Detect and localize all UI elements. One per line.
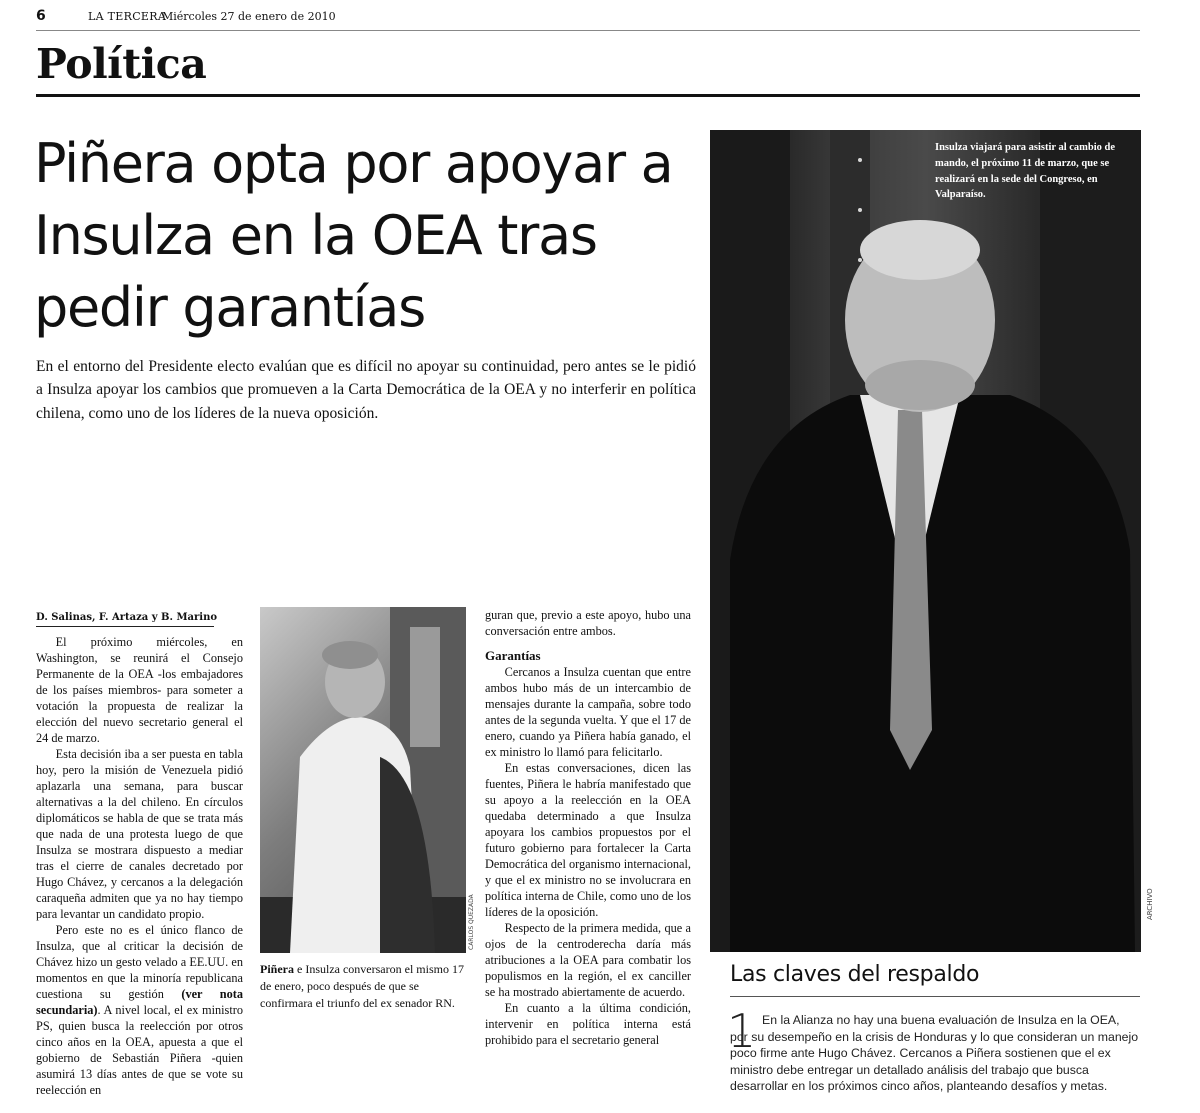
claves-text xyxy=(730,1012,1140,1095)
insulza-figure-illustration xyxy=(710,130,1141,952)
section-rule xyxy=(36,94,1140,97)
header-rule xyxy=(36,30,1140,31)
claves-title: Las claves del respaldo xyxy=(730,962,980,987)
caption-bold-name: Piñera xyxy=(260,962,294,976)
main-photo-credit: ARCHIVO xyxy=(1146,888,1154,920)
caption-text: e Insulza conversaron el mismo 17 de enero, poco después de que se confirmara el triunfo del ex senador RN. xyxy=(260,962,464,1010)
main-photo-insulza xyxy=(710,130,1141,952)
subhead-garantias: Garantías xyxy=(485,648,541,663)
byline-rule xyxy=(36,626,214,627)
paragraph-text: Pero este no es el único flanco de Insulza, que al criticar la decisión de Chávez hizo un gesto velado a EE.UU. en momentos en que la minoría republicana cuestiona su gestión xyxy=(36,923,243,1001)
cross-reference-link[interactable]: (ver nota secundaria) xyxy=(36,987,243,1017)
paragraph: Esta decisión iba a ser puesta en tabla hoy, pero la misión de Venezuela pidió aplazarla una semana, para buscar alternativas a la del chileno. En círculos diplomáticos se habla de que se trata más que nada de una protesta luego de que Insulza se mostrara dispuesto a mediar tras el cierre de canales decretado por Hugo Chávez, y cercanos a la delegación caraqueña admiten que ya no hay tiempo para levantar un candidato propio. xyxy=(36,747,243,921)
article-headline: Piñera opta por apoyar a Insulza en la OEA tras pedir garantías xyxy=(34,132,673,339)
claves-rule xyxy=(730,996,1140,997)
paragraph xyxy=(36,922,243,1098)
article-column-1 xyxy=(36,634,243,1113)
paragraph: En estas conversaciones, dicen las fuentes, Piñera le habría manifestado que su apoyo a la reelección en la OEA quedaba determinado a que Insulza apoyara los cambios propuestos por el futuro gobierno para fortalecer la Carta Democrática del organismo internacional, y que el ex ministro no se involucrara en política interna de Chile, como uno de los líderes de la oposición. xyxy=(485,761,691,919)
article-deck: En el entorno del Presidente electo evalúan que es difícil no apoyar su continuidad, pero antes se le pidió a Insulza apoyar los cambios que promueven a la Carta Democrática de la OEA y no interferir en política chilena, como uno de los líderes de la nueva oposición. xyxy=(36,358,696,422)
page-number: 6 xyxy=(36,8,46,24)
paragraph-text: . A nivel local, el ex ministro PS, quien busca la reelección por otros cinco años en la OEA, apuesta a que el gobierno de Sebastián Piñera -quien asumirá 13 días antes de que se vote su reelección en xyxy=(36,1003,243,1097)
photo-pinera-caption xyxy=(260,961,466,1012)
pinera-figure-illustration xyxy=(260,607,466,953)
paragraph: Respecto de la primera medida, que a ojos de la centroderecha daría más atribuciones a la OEA para combatir los populismos en la región, el ex canciller se ha mostrado abiertamente de acuerdo. xyxy=(485,921,691,999)
article-column-2 xyxy=(485,607,691,1113)
paragraph: El próximo miércoles, en Washington, se reunirá el Consejo Permanente de la OEA -los embajadores de los países miembros- para someter a votación la propuesta de realizar la elección del nuevo secretario general el 24 de marzo. xyxy=(36,635,243,745)
newspaper-name: LA TERCERA xyxy=(88,10,167,23)
paragraph: Cercanos a Insulza cuentan que entre ambos hubo más de un intercambio de mensajes durante la campaña, sobre todo antes de la segunda vuelta. Y que el 17 de enero, cuando ya Piñera había ganado, el ex ministro lo llamó para felicitarlo. xyxy=(485,665,691,759)
claves-number: 1 xyxy=(727,1004,757,1058)
photo-pinera xyxy=(260,607,466,953)
main-photo-caption: Insulza viajará para asistir al cambio de mando, el próximo 11 de marzo, que se realizará en la sede del Congreso, en Valparaíso. xyxy=(935,142,1116,201)
byline: D. Salinas, F. Artaza y B. Marino xyxy=(36,612,218,623)
claves-text-body: En la Alianza no hay una buena evaluación de Insulza en la OEA, por su desempeño en la crisis de Honduras y lo que consideran un manejo poco firme ante Hugo Chávez. Cercanos a Piñera sostienen que el ex ministro debe entregar un detallado análisis del trabajo que busca desarrollar en los próximos cinco años, planteando desafíos y metas. xyxy=(730,1013,1139,1093)
paragraph: En cuanto a la última condición, intervenir en política interna está prohibido para el secretario general xyxy=(485,1001,691,1047)
section-title: Política xyxy=(36,40,207,88)
photo-pinera-credit: CARLOS QUEZADA xyxy=(468,894,475,950)
publication-date: Miércoles 27 de enero de 2010 xyxy=(162,10,336,23)
paragraph: guran que, previo a este apoyo, hubo una conversación entre ambos. xyxy=(485,608,691,638)
